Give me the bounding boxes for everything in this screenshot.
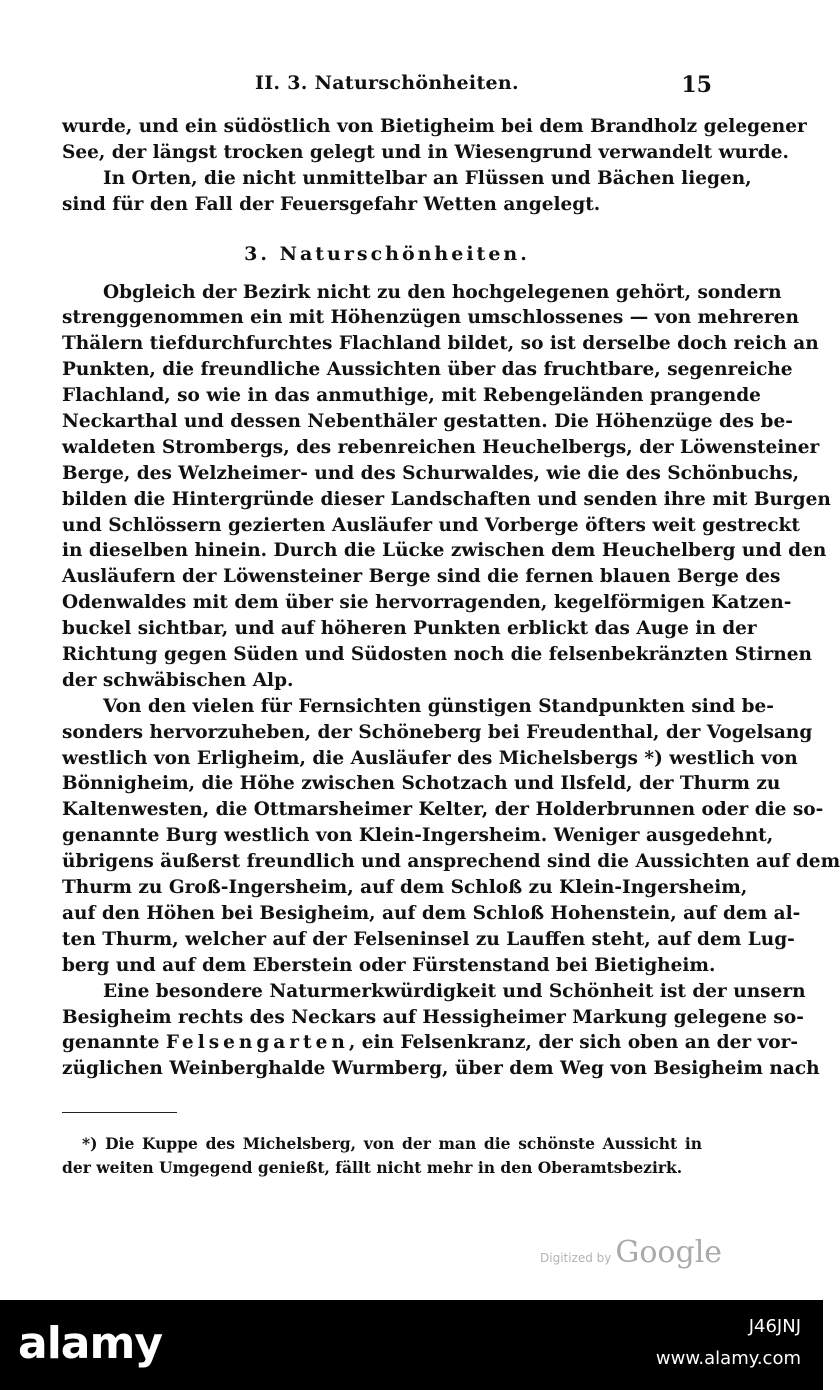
stock-banner bbox=[0, 1300, 823, 1390]
text-line: Bönnigheim, die Höhe zwischen Schotzach und Ilsfeld, der Thurm zu bbox=[62, 773, 781, 795]
text-line: waldeten Strombergs, des rebenreichen Heuchelbergs, der Löwensteiner bbox=[62, 436, 820, 458]
text-line: wurde, und ein südöstlich von Bietigheim bei dem Brandholz gelegener bbox=[62, 116, 807, 137]
text-line: und Schlössern gezierten Ausläufer und Vorberge öfters weit gestreckt bbox=[62, 514, 800, 536]
text-line: Berge, des Welzheimer- und des Schurwaldes, wie die des Schönbuchs, bbox=[62, 462, 800, 484]
text-line: ten Thurm, welcher auf der Felseninsel zu Lauffen steht, auf dem Lug- bbox=[62, 928, 795, 950]
text-line: Neckarthal und dessen Nebenthäler gestatten. Die Höhenzüge des be- bbox=[62, 411, 793, 433]
text-line: Von den vielen für Fernsichten günstigen Standpunkten sind be- bbox=[103, 695, 774, 717]
text-line: Ausläufern der Löwensteiner Berge sind die fernen blauen Berge des bbox=[62, 566, 781, 588]
text-line: buckel sichtbar, und auf höheren Punkten erblickt das Auge in der bbox=[62, 618, 757, 640]
text-line: Besigheim rechts des Neckars auf Hessigheimer Markung gelegene so- bbox=[62, 1006, 804, 1028]
digitized-watermark bbox=[540, 1235, 722, 1275]
text-line: Flachland, so wie in das anmuthige, mit Rebengeländen prangende bbox=[62, 385, 761, 407]
image-code: J46JNJ bbox=[748, 1316, 801, 1337]
text-line: See, der längst trocken gelegt und in Wiesengrund verwandelt wurde. bbox=[62, 141, 789, 163]
text-line: Punkten, die freundliche Aussichten über das fruchtbare, segenreiche bbox=[62, 359, 793, 381]
digitized-by-label: Digitized by bbox=[540, 1251, 612, 1265]
page-header bbox=[62, 72, 712, 102]
text-line: Richtung gegen Süden und Südosten noch die felsenbekränzten Stirnen bbox=[62, 644, 812, 666]
text-line: sind für den Fall der Feuersgefahr Wetten angelegt. bbox=[62, 193, 601, 215]
running-head: II. 3. Naturschönheiten. bbox=[255, 72, 519, 94]
text-line: bilden die Hintergründe dieser Landschaften und senden ihre mit Burgen bbox=[62, 488, 831, 510]
text-line: in dieselben hinein. Durch die Lücke zwischen dem Heuchelberg und den bbox=[62, 540, 827, 562]
text-line: Eine besondere Naturmerkwürdigkeit und Schönheit ist der unsern bbox=[103, 980, 806, 1002]
text-line: sonders hervorzuheben, der Schöneberg bei Freudenthal, der Vogelsang bbox=[62, 721, 813, 743]
text-line bbox=[62, 1030, 799, 1056]
text-line: übrigens äußerst freundlich und ansprechend sind die Aussichten auf dem bbox=[62, 851, 840, 873]
text-line: westlich von Erligheim, die Ausläufer des Michelsbergs *) westlich von bbox=[62, 747, 798, 769]
spaced-term: Felsengarten bbox=[165, 1032, 349, 1054]
text-line: züglichen Weinberghalde Wurmberg, über dem Weg von Besigheim nach bbox=[62, 1058, 820, 1080]
footnote-line: *) Die Kuppe des Michelsberg, von der man die schönste Aussicht in bbox=[82, 1134, 702, 1153]
text-line: Thurm zu Groß-Ingersheim, auf dem Schloß zu Klein-Ingersheim, bbox=[62, 877, 748, 899]
text-line: Kaltenwesten, die Ottmarsheimer Kelter, der Holderbrunnen oder die so- bbox=[62, 799, 824, 821]
text-line: Odenwaldes mit dem über sie hervorragenden, kegelförmigen Katzen- bbox=[62, 592, 792, 614]
section-heading: 3. Naturschönheiten. bbox=[244, 242, 530, 265]
text-line: In Orten, die nicht unmittelbar an Flüssen und Bächen liegen, bbox=[103, 167, 752, 189]
google-logo: Google bbox=[615, 1235, 723, 1270]
alamy-logo: alamy bbox=[18, 1318, 162, 1369]
text-line: strenggenommen ein mit Höhenzügen umschlossenes — von mehreren bbox=[62, 307, 799, 329]
footnote bbox=[62, 1132, 702, 1180]
body-text bbox=[62, 114, 840, 1082]
text-line: der schwäbischen Alp. bbox=[62, 669, 294, 691]
text-segment: , ein Felsenkranz, der sich oben an der vor- bbox=[348, 1032, 799, 1054]
footnote-line: der weiten Umgegend genießt, fällt nicht mehr in den Oberamtsbezirk. bbox=[62, 1158, 683, 1177]
page-number: 15 bbox=[681, 72, 712, 98]
text-line: berg und auf dem Eberstein oder Fürstenstand bei Bietigheim. bbox=[62, 954, 716, 976]
text-segment: genannte bbox=[62, 1032, 166, 1054]
text-line: Thälern tiefdurchfurchtes Flachland bildet, so ist derselbe doch reich an bbox=[62, 333, 819, 355]
stock-url: www.alamy.com bbox=[655, 1348, 801, 1369]
footnote-rule bbox=[62, 1112, 177, 1113]
text-line: Obgleich der Bezirk nicht zu den hochgelegenen gehört, sondern bbox=[103, 281, 782, 303]
text-line: auf den Höhen bei Besigheim, auf dem Schloß Hohenstein, auf dem al- bbox=[62, 902, 801, 924]
text-line: genannte Burg westlich von Klein-Ingersheim. Weniger ausgedehnt, bbox=[62, 825, 774, 847]
